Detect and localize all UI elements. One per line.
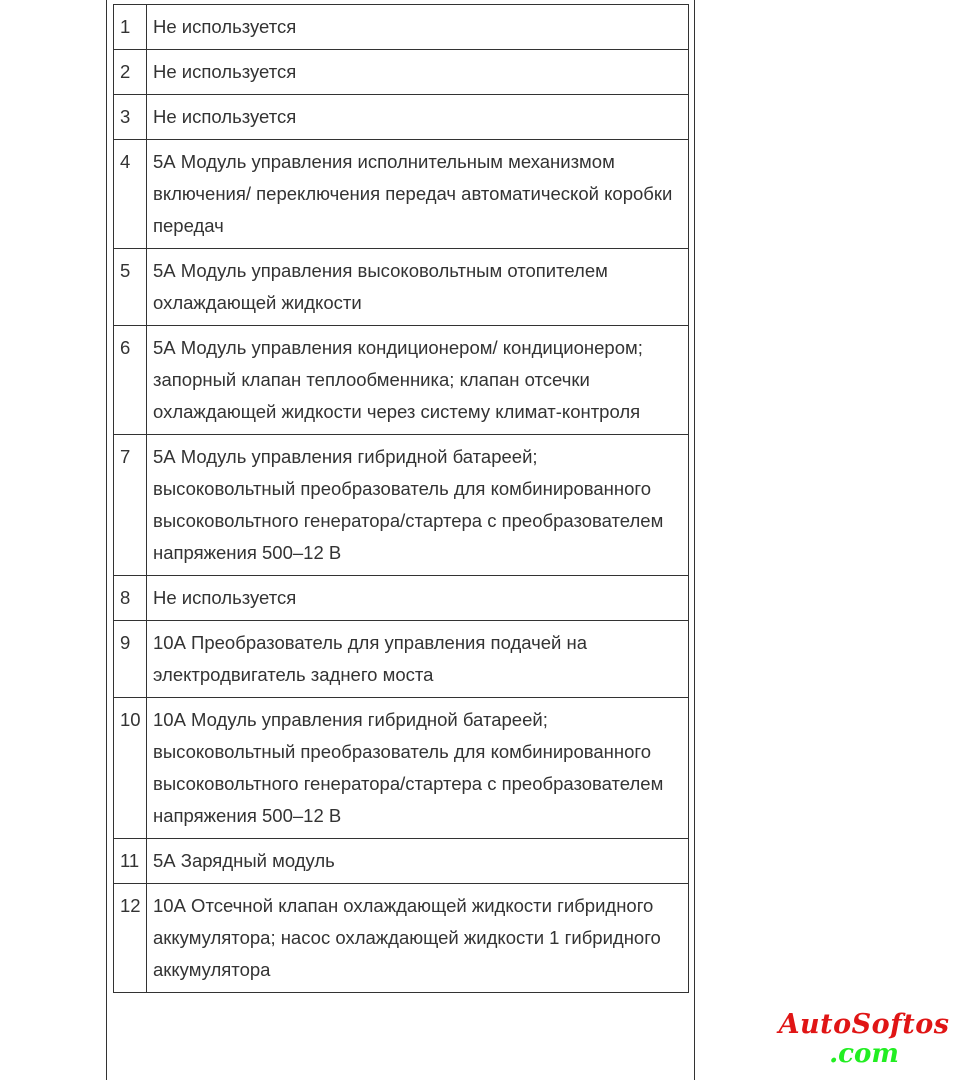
- fuse-description: 5А Модуль управления гибридной батареей; высоковольтный преобразователь для комбинированного высоковольтного генератора/стартера с преобразователем напряжения 500–12 В: [147, 435, 689, 576]
- fuse-number: 4: [114, 140, 147, 249]
- table-row: [114, 839, 689, 884]
- fuse-description: 10А Отсечной клапан охлаждающей жидкости гибридного аккумулятора; насос охлаждающей жидкости 1 гибридного аккумулятора: [147, 884, 689, 993]
- fuse-description: 10А Модуль управления гибридной батареей; высоковольтный преобразователь для комбинированного высоковольтного генератора/стартера с преобразователем напряжения 500–12 В: [147, 698, 689, 839]
- fuse-number: 2: [114, 50, 147, 95]
- table-row: [114, 576, 689, 621]
- fuse-number: 5: [114, 249, 147, 326]
- fuse-description: Не используется: [147, 5, 689, 50]
- fuse-number: 7: [114, 435, 147, 576]
- table-row: [114, 95, 689, 140]
- watermark-main-text: AutoSoftos: [778, 1009, 950, 1040]
- fuse-description: Не используется: [147, 95, 689, 140]
- table-row: [114, 5, 689, 50]
- fuse-number: 6: [114, 326, 147, 435]
- table-row: [114, 435, 689, 576]
- fuse-table: [113, 4, 689, 993]
- watermark-domain-text: .com: [829, 1039, 899, 1069]
- fuse-description: 5А Модуль управления высоковольтным отопителем охлаждающей жидкости: [147, 249, 689, 326]
- fuse-number: 9: [114, 621, 147, 698]
- content-border-left: [106, 0, 107, 1080]
- content-border-right: [694, 0, 695, 1080]
- fuse-number: 12: [114, 884, 147, 993]
- table-row: [114, 698, 689, 839]
- table-row: [114, 326, 689, 435]
- fuse-number: 10: [114, 698, 147, 839]
- fuse-description: 5А Модуль управления исполнительным механизмом включения/ переключения передач автоматической коробки передач: [147, 140, 689, 249]
- table-row: [114, 249, 689, 326]
- table-row: [114, 140, 689, 249]
- fuse-number: 8: [114, 576, 147, 621]
- table-row: [114, 621, 689, 698]
- fuse-description: Не используется: [147, 576, 689, 621]
- table-row: [114, 50, 689, 95]
- fuse-description: Не используется: [147, 50, 689, 95]
- fuse-number: 11: [114, 839, 147, 884]
- fuse-description: 5А Модуль управления кондиционером/ кондиционером; запорный клапан теплообменника; клапан отсечки охлаждающей жидкости через систему климат-контроля: [147, 326, 689, 435]
- fuse-number: 3: [114, 95, 147, 140]
- fuse-number: 1: [114, 5, 147, 50]
- watermark-logo: [764, 1010, 964, 1068]
- table-row: [114, 884, 689, 993]
- fuse-description: 10А Преобразователь для управления подачей на электродвигатель заднего моста: [147, 621, 689, 698]
- fuse-description: 5А Зарядный модуль: [147, 839, 689, 884]
